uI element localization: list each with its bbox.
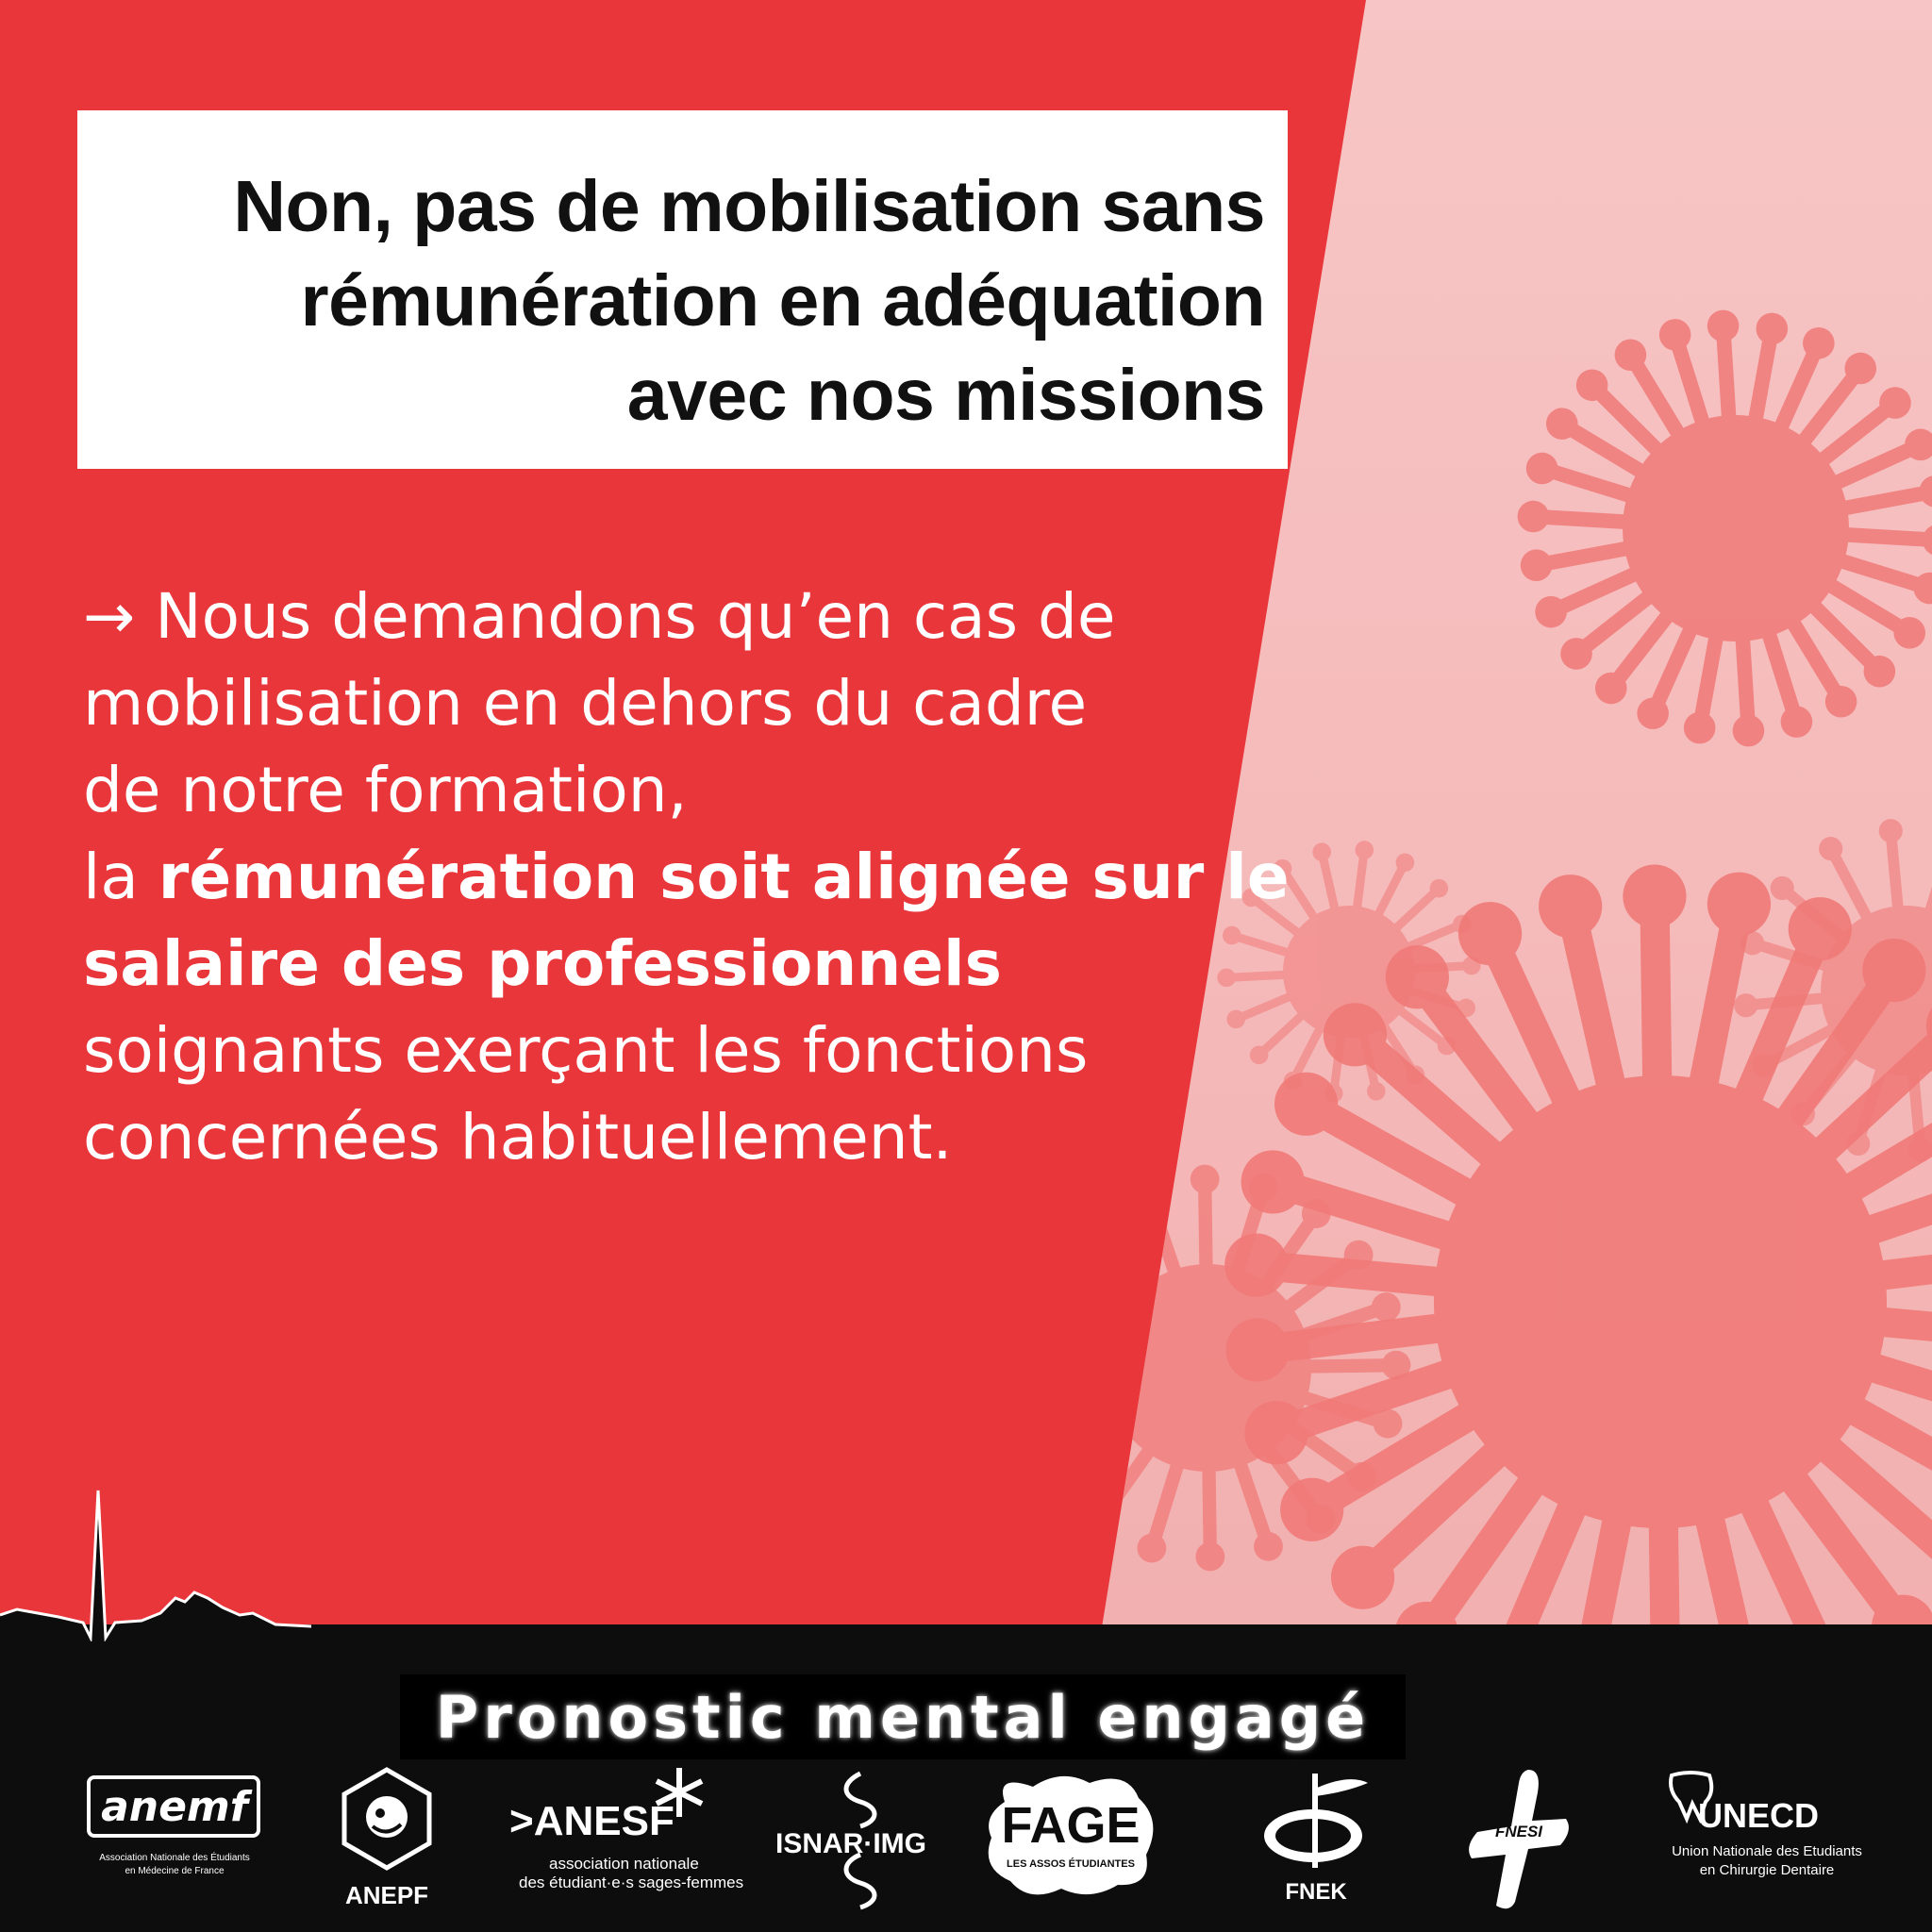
isnar-wordmark: ISNAR·IMG [775,1828,926,1859]
paragraph-line-1: → Nous demandons qu’en cas de [83,580,1116,653]
unecd-wordmark: UNECD [1698,1796,1820,1835]
anemf-wordmark: anemf [101,1783,248,1831]
logo-fage [976,1764,1165,1924]
anesf-caption-1: association nationale [549,1855,699,1873]
paragraph-line-4 [83,834,1290,921]
demand-paragraph [83,574,1290,1181]
caduceus-icon [1255,1764,1377,1877]
anemf-caption-1: Association Nationale des Étudiants [99,1853,250,1863]
slogan-box [400,1674,1406,1759]
logo-anemf [85,1764,264,1924]
headline-line-1: Non, pas de mobilisation sans [233,166,1265,247]
logo-isnar-img [775,1764,945,1924]
anesf-name: ANESF [533,1798,675,1844]
paragraph-line-5 [83,921,1243,1008]
fnesi-wordmark: FNESI [1494,1823,1543,1840]
unecd-caption-1: Union Nationale des Etudiants [1672,1843,1862,1859]
paragraph-line-2: mobilisation en dehors du cadre [83,667,1088,740]
fnek-wordmark: FNEK [1285,1879,1347,1905]
ecg-line-icon [0,1472,311,1641]
headline-box [77,110,1288,469]
paragraph-line-5-bold: salaire des professionnels [83,927,1002,1000]
mortar-icon [335,1764,439,1877]
paragraph-line-3: de notre formation, [83,754,688,826]
fage-wordmark: FAGE [1001,1797,1141,1854]
anepf-wordmark: ANEPF [344,1881,429,1909]
anesf-caption-2: des étudiant·e·s sages-femmes [519,1874,744,1891]
anesf-wordmark: >ANESF [509,1798,675,1844]
fage-caption: LES ASSOS ÉTUDIANTES [1007,1858,1135,1870]
logo-anesf [509,1764,744,1924]
slogan-text: Pronostic mental engagé [435,1682,1371,1752]
logo-anepf [335,1764,439,1924]
logo-unecd [1653,1764,1879,1924]
partner-logos [0,1764,1932,1924]
paragraph-line-6: soignants exerçant les fonctions [83,1014,1089,1087]
unecd-caption-2: en Chirurgie Dentaire [1699,1862,1835,1878]
logo-fnesi [1462,1764,1575,1924]
anemf-caption-2: en Médecine de France [125,1866,225,1876]
logo-fnek [1255,1764,1377,1924]
paragraph-line-7: concernées habituellement. [83,1101,953,1174]
headline-line-3: avec nos missions [626,355,1265,436]
paragraph-line-4-prefix: la [83,841,158,913]
headline-line-2: rémunération en adéquation [300,260,1265,341]
paragraph-line-4-bold: rémunération soit alignée sur le [158,841,1290,913]
